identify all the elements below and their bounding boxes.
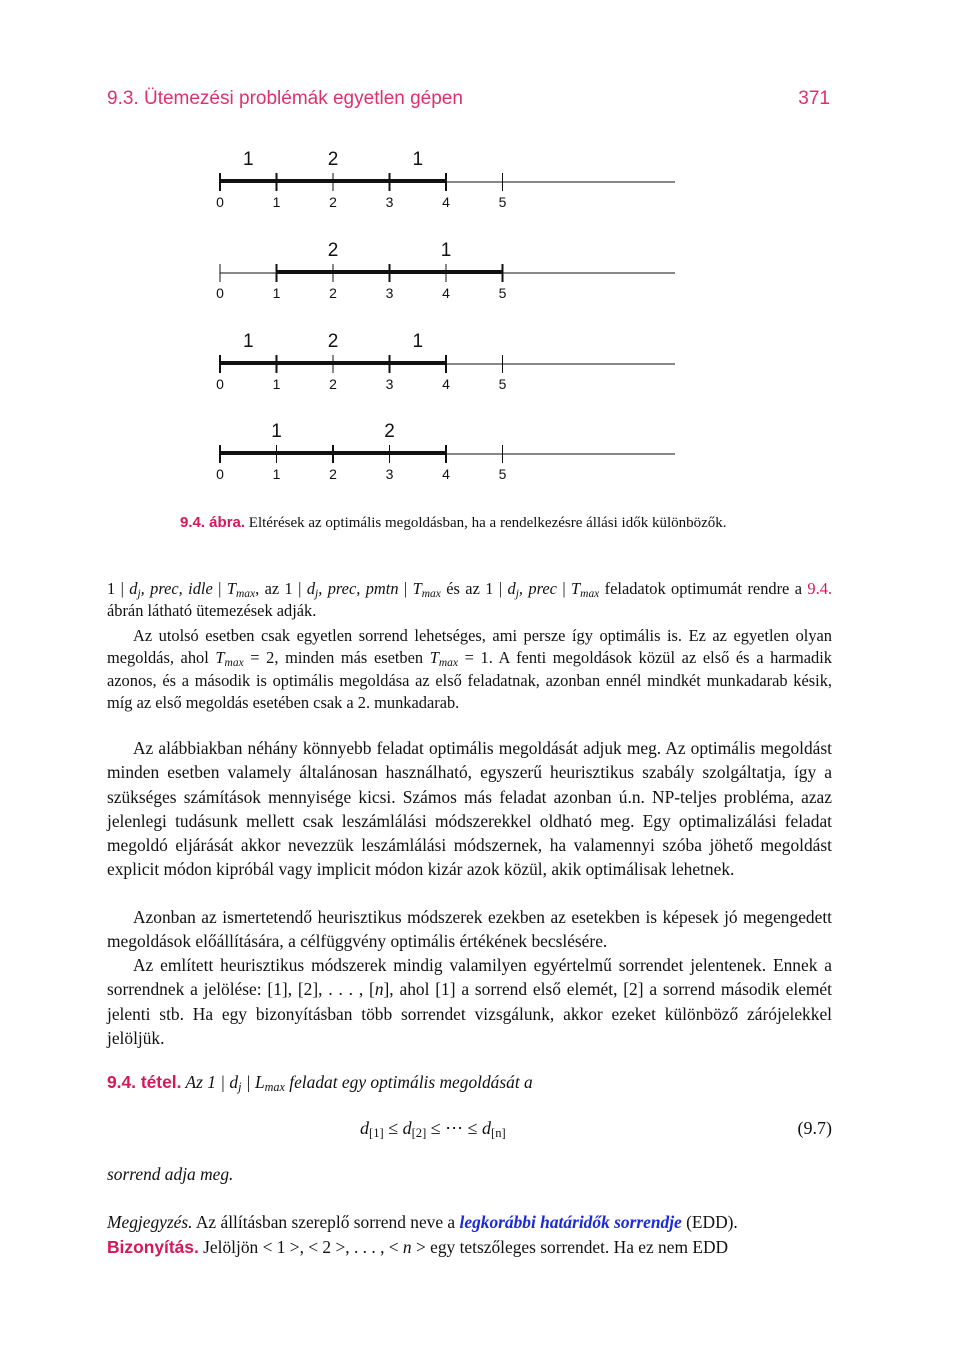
job-label: 2 [327,240,339,261]
math: T [412,579,422,598]
math: d [507,579,516,598]
job-label: 1 [412,331,424,352]
math-sub: [1] [369,1126,384,1140]
job-label: 1 [412,149,424,170]
tick-label: 4 [442,376,450,392]
running-head [107,88,830,110]
job-label: 2 [384,421,395,442]
tick-label: 4 [442,194,450,210]
math: , prec, idle [140,579,213,598]
text: Az állításban szereplő sorrend neve a [192,1212,460,1232]
math: , prec [518,579,557,598]
theorem-label: 9.4. tétel. [107,1072,182,1092]
text: ábrán látható ütemezések adják. [107,601,317,621]
caption-label: 9.4. ábra. [180,514,246,531]
paragraph-1 [107,578,832,623]
paragraph-4 [107,905,832,954]
tick-label: 5 [498,285,507,301]
tick-label: 3 [385,466,394,482]
figure-caption [180,514,820,532]
text: | [241,1072,255,1092]
math-op: ≤ [383,1118,403,1138]
equation-number: (9.7) [797,1118,832,1138]
tick-label: 2 [329,466,337,482]
math: d [129,579,138,598]
paragraph-5 [107,953,832,1050]
math-op: ≤ ⋯ ≤ [426,1118,483,1138]
tick-label: 2 [329,194,337,210]
tick-label: 4 [442,466,450,482]
caption-text: Eltérések az optimális megoldásban, ha a rendelkezésre állási idők különbözők. [245,515,727,531]
math: n [402,1237,412,1257]
text: | [212,579,227,598]
tick-label: 5 [498,194,507,210]
math: d [229,1072,239,1092]
theorem [107,1070,832,1094]
math: T [571,579,581,598]
math-sub: max [438,657,458,670]
math: d [402,1118,412,1138]
paragraph-3 [107,736,832,882]
equation-body [360,1118,506,1139]
math: L [254,1072,265,1092]
text: , az 1 | [255,579,307,598]
math-sub: max [580,588,600,600]
math-sub: j [315,588,319,600]
tick-label: 0 [216,194,224,210]
tick-label: 2 [329,376,337,392]
math-sub: j [515,588,519,600]
tick-label: 3 [385,194,394,210]
remark [107,1210,832,1260]
text: ], ahol [1] a sorrend első elemét, [2] a sorrend második elemét jelenti stb. Ha egy bizonyításban több sorrendet vizsgálunk, akkor ezeket különböző zárójelekkel jelöljük. [107,979,832,1048]
text: Jelöljön < 1 >, < 2 >, . . . , < [198,1237,403,1257]
text: = 2, minden más esetben [243,648,430,668]
text: | [398,579,413,598]
text: 1 | [107,579,130,598]
job-label: 2 [327,149,339,170]
equation-9-7 [360,1118,832,1139]
math-sub: max [264,1080,285,1094]
text: Az említett heurisztikus módszerek mindig valamilyen egyértelmű sorrendet jelentenek. Ennek a sorrendnek a jelölése: [1], [2], . . . , [ [107,955,832,1000]
tick-label: 5 [498,376,507,392]
math-sub: max [421,588,441,600]
job-label: 1 [440,240,452,261]
proof-label: Bizonyítás. [107,1237,199,1257]
text: Azonban az ismertetendő heurisztikus módszerek ezekben az esetekben is képesek jó megengedett megoldások előállítására, a célfüggvény optimális értékének becslésére. [107,907,832,952]
math-sub: [2] [411,1126,427,1140]
tick-label: 0 [216,376,224,392]
tick-label: 3 [385,376,394,392]
math: T [215,648,225,668]
math-sub: j [137,588,141,600]
figure-ref-link[interactable]: 9.4. [807,579,832,598]
tick-label: 0 [216,466,224,482]
math-sub: max [235,588,256,600]
page-number: 371 [798,88,830,109]
text: Az 1 | [181,1072,230,1092]
job-label: 1 [271,421,282,442]
text: > egy tetszőleges sorrendet. Ha ez nem EDD [411,1237,729,1257]
text: Az utolsó esetben csak egyetlen sorrend lehetséges, ami persze így optimális is. Ez az egyetlen olyan megoldás, ahol [107,626,832,668]
job-label: 1 [242,331,254,352]
math-sub: j [238,1080,242,1094]
text: feladatok optimumát rendre a [599,579,808,598]
job-label: 2 [327,331,339,352]
text: Az alábbiakban néhány könnyebb feladat optimális megoldását adjuk meg. Az optimális megoldást minden esetben valamely általánosan használható, egyszerű heurisztikus szabály szolgáltatja, így a szükséges számítások mennyisége kicsi. Számos más feladat azonban ú.n. NP-teljes probléma, azaz jelenlegi tudásunk mellett csak leszámlálási módszerekkel oldható meg. Egy optimalizálási feladat megoldó eljárását akkor nevezzük leszámlálási módszernek, ha valamennyi szóba jöhető megoldást explicit módon kipróbál vagy implicit módon kizár azok közül, akik optimálisak lehetnek. [107,738,832,880]
tick-label: 5 [498,466,507,482]
math: , prec, pmtn [318,579,399,598]
tick-label: 1 [272,194,281,210]
tick-label: 1 [272,466,281,482]
text: = 1. A fenti megoldások közül az első és a harmadik azonos, és a második is optimális megoldása az első feladatnak, azonban ennél mindkét munkadarab késik, míg az első megoldás esetében csak a 2. munkadarab. [107,648,833,713]
remark-label: Megjegyzés. [107,1212,193,1232]
paragraph-2 [107,625,832,715]
math: d [482,1118,492,1138]
math: T [429,648,439,668]
tick-label: 4 [442,285,450,301]
math: T [226,579,236,598]
section-title: 9.3. Ütemezési problémák egyetlen gépen [107,88,463,109]
math: d [360,1118,369,1138]
tick-label: 2 [329,285,337,301]
text: | [556,579,572,598]
math: d [306,579,316,598]
text: és az 1 | [440,579,508,598]
term-link[interactable]: legkorábbi határidők sorrendje [459,1212,682,1232]
tick-label: 3 [385,285,394,301]
tick-label: 1 [272,285,281,301]
math: n [374,979,384,1000]
tick-label: 0 [216,285,224,301]
job-label: 1 [242,149,254,170]
math-sub: max [224,657,244,670]
text: feladat egy optimális megoldását a [284,1072,533,1092]
theorem-continuation: sorrend adja meg. [107,1164,234,1184]
tick-label: 1 [272,376,281,392]
math-sub: [n] [491,1126,506,1140]
text: (EDD). [681,1212,738,1232]
gantt-figure [0,130,960,510]
